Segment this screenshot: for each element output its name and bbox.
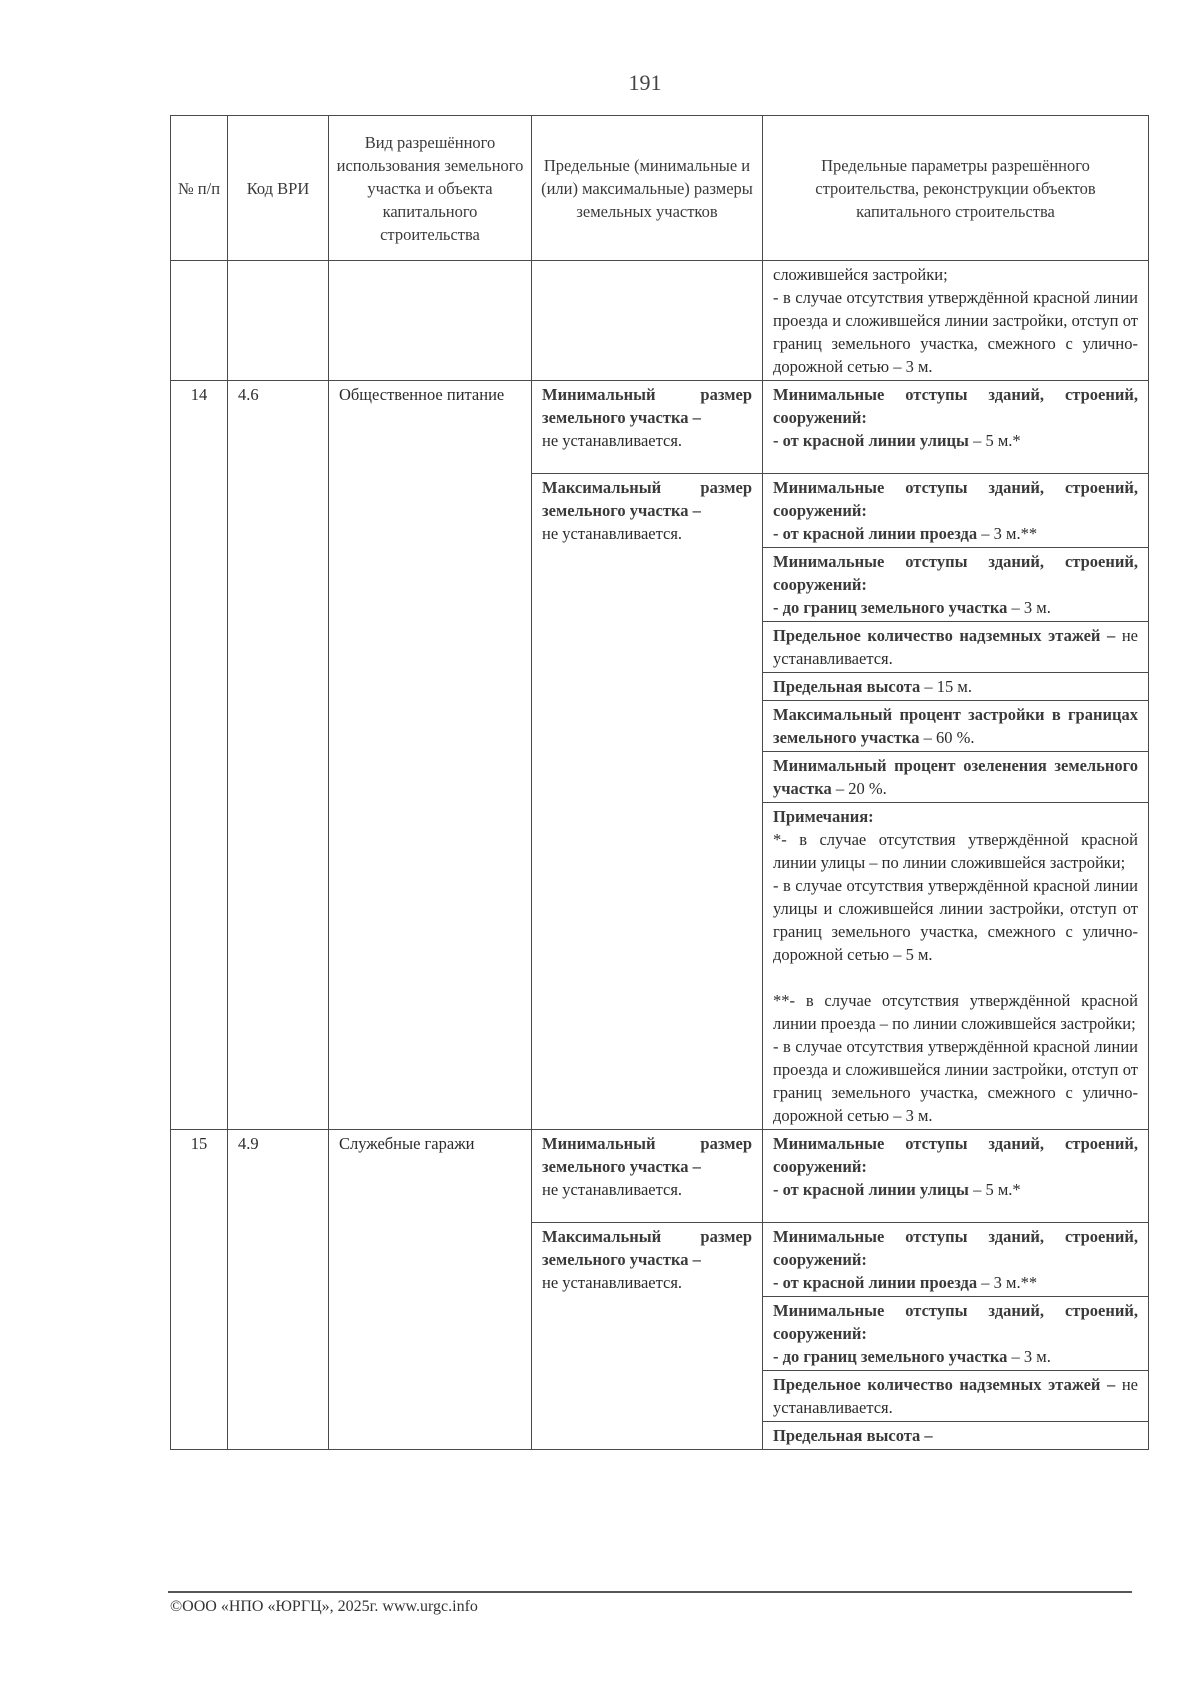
row14-note-3: **- в случае отсутствия утверждённой красной линии проезда – по линии сложившейся застройки; [773, 991, 1138, 1033]
row14-param-7 [763, 752, 1149, 803]
header-size: Предельные (минимальные и (или) максимальные) размеры земельных участков [532, 116, 763, 261]
row14-note-4: - в случае отсутствия утверждённой красной линии проезда и сложившейся линии застройки, отступ от границ земельного участка, смежного с улично-дорожной сетью – 3 м. [773, 1037, 1138, 1125]
row15-min-size [532, 1130, 763, 1223]
row14-notes [763, 803, 1149, 1130]
row15-max-size-value: не устанавливается. [542, 1273, 683, 1292]
row15-min-size-value: не устанавливается. [542, 1180, 683, 1199]
row15-param-2 [763, 1223, 1149, 1297]
row15-p2-label: Минимальные отступы зданий, строений, сооружений: [773, 1227, 1138, 1269]
table-header-row [171, 116, 1149, 261]
row15-p3-label2: - до границ земельного участка [773, 1347, 1008, 1366]
row-14-a [171, 381, 1149, 474]
row14-p3-label2: - до границ земельного участка [773, 598, 1008, 617]
row15-p1-value: – 5 м.* [968, 1180, 1021, 1199]
cont-params [763, 261, 1149, 381]
row14-param-1 [763, 381, 1149, 474]
header-code: Код ВРИ [228, 116, 329, 261]
row15-max-size [532, 1223, 763, 1450]
row14-p2-label: Минимальные отступы зданий, строений, сооружений: [773, 478, 1138, 520]
row15-param-4 [763, 1371, 1149, 1422]
row14-min-size-label: Минимальный размер земельного участка – [542, 385, 752, 427]
footer-copyright: ©ООО «НПО «ЮРГЦ», 2025г. www.urgc.info [170, 1598, 478, 1615]
row14-p4-label: Предельное количество надземных этажей – [773, 626, 1116, 645]
row14-p3-value: – 3 м. [1007, 598, 1051, 617]
zoning-regulations-table [170, 115, 1149, 1450]
row14-min-size-value: не устанавливается. [542, 431, 683, 450]
row15-p4-label: Предельное количество надземных этажей – [773, 1375, 1116, 1394]
row15-p4-value: не устанавливается. [773, 1375, 1138, 1417]
row15-p3-label: Минимальные отступы зданий, строений, сооружений: [773, 1301, 1138, 1343]
row15-param-3 [763, 1297, 1149, 1371]
continuation-row [171, 261, 1149, 381]
row15-p5-label: Предельная высота – [773, 1426, 933, 1445]
row14-p4-value: не устанавливается. [773, 626, 1138, 668]
row15-p1-label2: - от красной линии улицы [773, 1180, 969, 1199]
cont-line-2: - в случае отсутствия утверждённой красной линии проезда и сложившейся линии застройки, отступ от границ земельного участка, смежного с улично-дорожной сетью – 3 м. [773, 288, 1138, 376]
row14-p6-value: – 60 %. [919, 728, 975, 747]
row15-param-1 [763, 1130, 1149, 1223]
row15-p2-value: – 3 м.** [977, 1273, 1038, 1292]
row14-max-size-value: не устанавливается. [542, 524, 683, 543]
row15-use: Служебные гаражи [329, 1130, 532, 1450]
row15-p2-label2: - от красной линии проезда [773, 1273, 978, 1292]
row14-p2-label2: - от красной линии проезда [773, 524, 978, 543]
row15-param-5 [763, 1422, 1149, 1450]
header-params: Предельные параметры разрешённого строительства, реконструкции объектов капитального строительства [763, 116, 1149, 261]
row14-param-5 [763, 673, 1149, 701]
row14-p5-label: Предельная высота [773, 677, 921, 696]
row14-p7-label: Минимальный процент озеленения земельного участка [773, 756, 1138, 798]
row14-use: Общественное питание [329, 381, 532, 1130]
row14-param-4 [763, 622, 1149, 673]
row14-max-size [532, 474, 763, 1130]
cont-size [532, 261, 763, 381]
row14-param-3 [763, 548, 1149, 622]
row15-min-size-label: Минимальный размер земельного участка – [542, 1134, 752, 1176]
row14-note-2: - в случае отсутствия утверждённой красной линии улицы и сложившейся линии застройки, отступ от границ земельного участка, смежного с улично-дорожной сетью – 5 м. [773, 876, 1138, 964]
row14-max-size-label: Максимальный размер земельного участка – [542, 478, 752, 520]
row15-p1-label: Минимальные отступы зданий, строений, сооружений: [773, 1134, 1138, 1176]
row14-p5-value: – 15 м. [920, 677, 972, 696]
footer-divider [168, 1591, 1132, 1593]
row14-notes-title: Примечания: [773, 807, 874, 826]
page-number: 191 [628, 70, 662, 95]
row14-p3-label: Минимальные отступы зданий, строений, сооружений: [773, 552, 1138, 594]
cont-use [329, 261, 532, 381]
row14-num: 14 [171, 381, 228, 1130]
row14-code: 4.6 [228, 381, 329, 1130]
row15-num: 15 [171, 1130, 228, 1450]
cont-code [228, 261, 329, 381]
row14-p7-value: – 20 %. [831, 779, 887, 798]
cont-num [171, 261, 228, 381]
row14-p1-value: – 5 м.* [968, 431, 1021, 450]
row15-code: 4.9 [228, 1130, 329, 1450]
row14-param-6 [763, 701, 1149, 752]
row15-p3-value: – 3 м. [1007, 1347, 1051, 1366]
header-num: № п/п [171, 116, 228, 261]
row14-param-2 [763, 474, 1149, 548]
cont-line-1: сложившейся застройки; [773, 265, 948, 284]
row14-note-1: *- в случае отсутствия утверждённой красной линии улицы – по линии сложившейся застройки; [773, 830, 1138, 872]
row14-p1-label: Минимальные отступы зданий, строений, сооружений: [773, 385, 1138, 427]
row14-p1-label2: - от красной линии улицы [773, 431, 969, 450]
row14-p6-label: Максимальный процент застройки в границах земельного участка [773, 705, 1138, 747]
header-use: Вид разрешённого использования земельного участка и объекта капитального строительства [329, 116, 532, 261]
row14-min-size [532, 381, 763, 474]
row15-max-size-label: Максимальный размер земельного участка – [542, 1227, 752, 1269]
row14-p2-value: – 3 м.** [977, 524, 1038, 543]
row-15-a [171, 1130, 1149, 1223]
